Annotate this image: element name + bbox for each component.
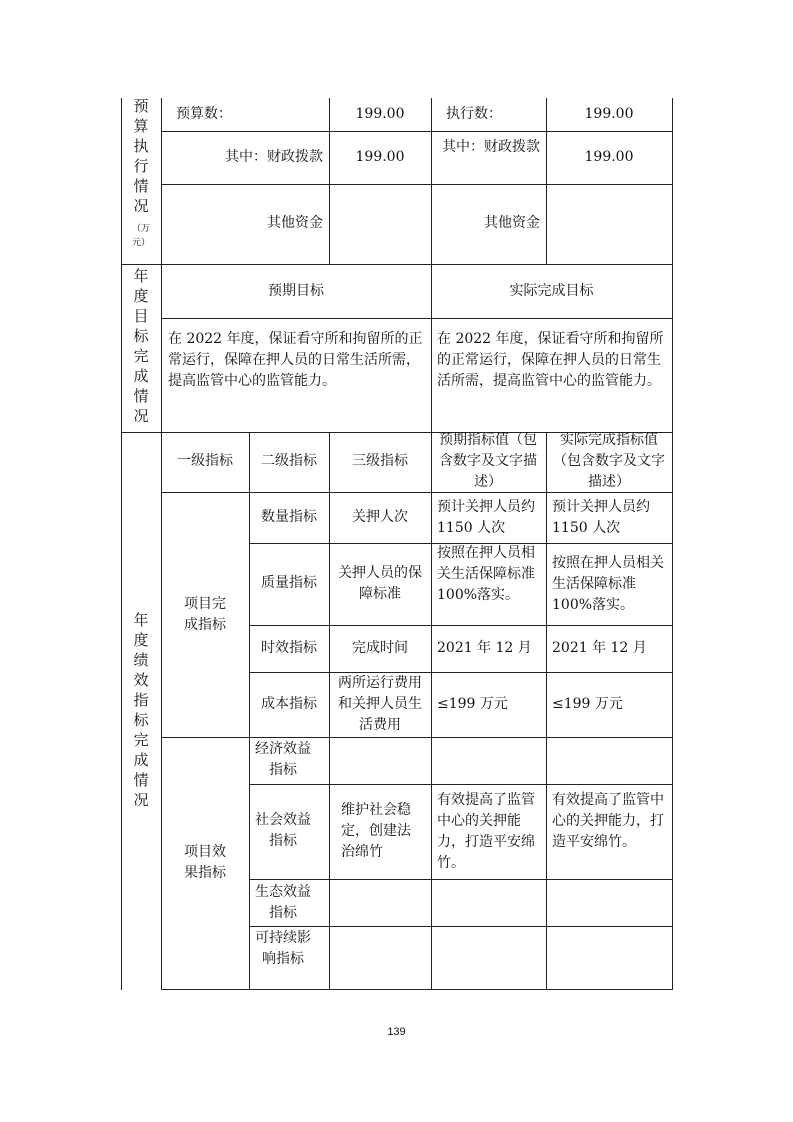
- grid-line: [546, 432, 547, 990]
- row-level3: 关押人次: [352, 509, 408, 525]
- header-level3: 三级指标: [352, 453, 408, 469]
- grid-line: [161, 184, 672, 185]
- goals-section-label: 年度目标完成情况: [133, 267, 149, 425]
- row-level2: 质量指标: [261, 575, 317, 591]
- actual-goal-header: 实际完成目标: [509, 283, 594, 299]
- header-actual: 实际完成指标值（包含数字及文字描述）: [553, 432, 665, 490]
- budget-section-label: 预算执行情况: [133, 97, 149, 215]
- row-actual: 2021 年 12 月: [552, 640, 647, 656]
- row-expected: 预计关押人员约 1150 人次: [437, 499, 535, 536]
- grid-line: [431, 98, 432, 264]
- grid-line: [431, 432, 432, 990]
- row-expected: ≤199 万元: [437, 696, 508, 712]
- table-border-right: [672, 98, 673, 990]
- header-expected: 预期指标值（包含数字及文字描述）: [439, 432, 537, 490]
- row-expected: 2021 年 12 月: [437, 640, 532, 656]
- section-divider: [161, 98, 162, 990]
- row-level2: 生态效益指标: [255, 884, 311, 921]
- header-level1: 一级指标: [177, 453, 233, 469]
- row-level2: 经济效益指标: [255, 741, 311, 778]
- table-border-bottom: [161, 989, 672, 990]
- fiscal-value-left: 199.00: [355, 149, 405, 165]
- row-level3: 维护社会稳定，创建法治绵竹: [341, 802, 411, 860]
- row-level2: 社会效益指标: [255, 812, 311, 849]
- grid-line: [249, 672, 672, 673]
- fiscal-label-right: 其中：财政拨款: [442, 139, 540, 155]
- page-number: 139: [387, 1026, 406, 1038]
- exec-value: 199.00: [584, 106, 634, 122]
- row-actual: ≤199 万元: [552, 696, 623, 712]
- grid-line: [121, 264, 672, 265]
- header-level2: 二级指标: [261, 453, 317, 469]
- grid-line: [249, 926, 672, 927]
- group-project-completion: 项目完成指标: [184, 596, 226, 633]
- other-funds-right: 其他资金: [484, 215, 540, 231]
- row-level2: 成本指标: [261, 696, 317, 712]
- row-level3: 关押人员的保障标准: [338, 565, 422, 602]
- row-level2: 可持续影响指标: [255, 930, 311, 967]
- row-level3: 两所运行费用和关押人员生活费用: [338, 675, 422, 733]
- grid-line: [161, 131, 672, 132]
- expected-goal-header: 预期目标: [268, 283, 324, 299]
- fiscal-label-left: 其中：财政拨款: [225, 149, 323, 165]
- expected-goal-text: 在 2022 年度，保证看守所和拘留所的正常运行，保障在押人员的日常生活所需，提高监管中心的监管能力。: [168, 331, 423, 389]
- row-level2: 时效指标: [261, 640, 317, 656]
- table-border-left: [121, 98, 122, 990]
- row-actual: 按照在押人员相关生活保障标准 100%落实。: [552, 555, 664, 613]
- budget-unit-label: （万元）: [131, 224, 150, 248]
- grid-line: [249, 625, 672, 626]
- row-level2: 数量指标: [261, 509, 317, 525]
- grid-line: [161, 318, 672, 319]
- row-actual: 预计关押人员约 1150 人次: [552, 499, 650, 536]
- performance-section-label: 年度绩效指标完成情况: [133, 611, 149, 809]
- actual-goal-text: 在 2022 年度，保证看守所和拘留所的正常运行，保障在押人员的日常生活所需，提高监管中心的监管能力。: [437, 331, 664, 389]
- exec-label: 执行数：: [446, 106, 502, 122]
- row-expected: 有效提高了监管中心的关押能力，打造平安绵竹。: [437, 792, 535, 871]
- fiscal-value-right: 199.00: [584, 149, 634, 165]
- grid-line: [249, 879, 672, 880]
- budget-value: 199.00: [355, 106, 405, 122]
- row-expected: 按照在押人员相关生活保障标准 100%落实。: [437, 545, 535, 603]
- grid-line: [249, 784, 672, 785]
- row-level3: 完成时间: [352, 640, 408, 656]
- other-funds-left: 其他资金: [267, 215, 323, 231]
- row-actual: 有效提高了监管中心的关押能力，打造平安绵竹。: [552, 792, 664, 850]
- grid-line: [161, 737, 672, 738]
- group-project-effect: 项目效果指标: [184, 844, 226, 881]
- budget-label: 预算数：: [176, 106, 232, 122]
